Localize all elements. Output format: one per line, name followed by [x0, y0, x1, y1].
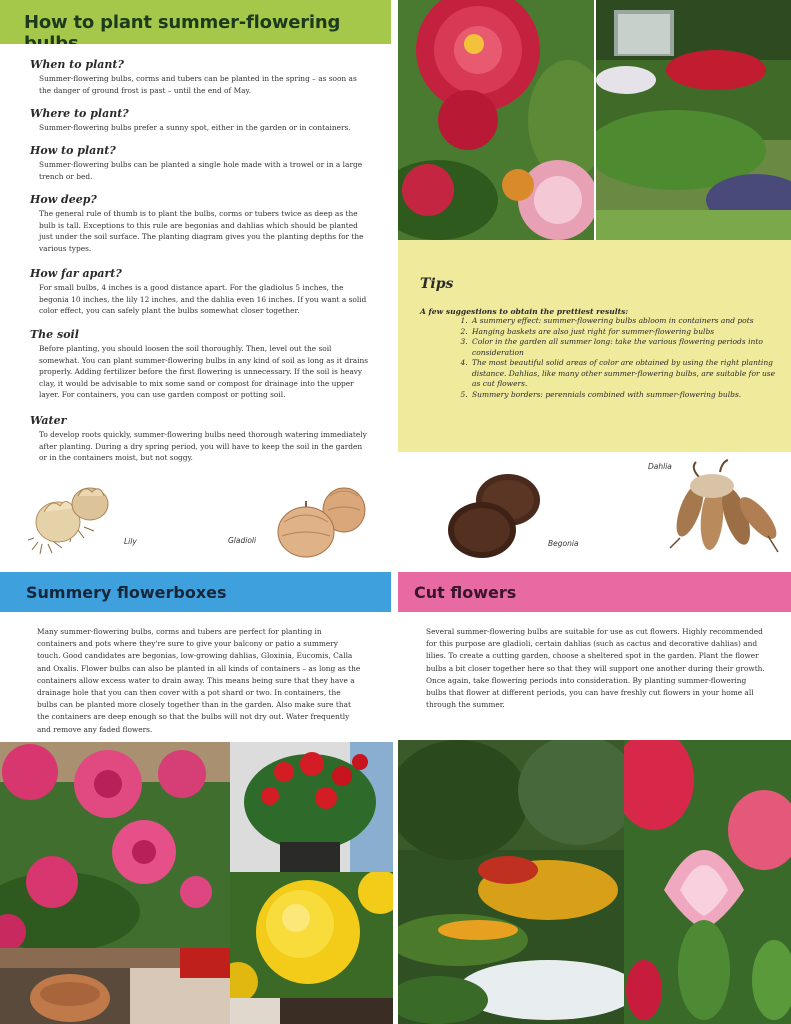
section-heading: The soil	[30, 328, 79, 341]
cut-flowers-title: Cut flowers	[414, 583, 517, 602]
flowerboxes-title: Summery flowerboxes	[26, 583, 227, 602]
begonia-label: Begonia	[548, 539, 579, 548]
terracotta-pots-photo	[0, 948, 230, 1024]
begonia-tuber-image	[446, 466, 542, 562]
lily-bulb-image	[28, 472, 128, 562]
section-text: For small bulbs, 4 inches is a good distance apart. For the gladiolus 5 inches, the begonia 10 inches, the lily 12 inches, and the dahlia even 16 inches. If you want a solid color effect, you can safely plant the bulbs somewhat closer together.	[39, 283, 367, 315]
flowerboxes-band	[0, 572, 391, 612]
section-when	[30, 58, 370, 96]
cut-flowers-text: Several summer-flowering bulbs are suitable for use as cut flowers. Highly recommended for this purpose are gladioli, certain dahlias (such as cactus and decorative dahlias) and lilies. To create a cutting garden, choose a sheltered spot in the garden. Plant the flower bulbs a bit closer together here so that they will support one another during their growth. Once again, take flowering periods into consideration. By planting summer-flowering bulbs that flower at different periods, you can have freshly cut flowers in your home all through the summer.	[426, 627, 765, 710]
garden-border-photo	[596, 0, 791, 240]
section-heading: How deep?	[30, 193, 97, 206]
section-text: Summer-flowering bulbs prefer a sunny spot, either in the garden or in containers.	[39, 123, 351, 132]
tips-intro: A few suggestions to obtain the prettiest results:	[420, 307, 629, 316]
cutting-garden-photo	[398, 740, 624, 1024]
tip-item: 5. Summery borders: perennials combined with summer-flowering bulbs.	[470, 390, 780, 401]
section-water	[30, 414, 370, 464]
flowerboxes-text: Many summer-flowering bulbs, corms and tubers are perfect for planting in containers and pots where they're sure to give your balcony or patio a summery touch. Good candidates are begonias, low-growing dahlias, Gloxinia, Eucomis, Calla and Oxalis. Flower bulbs can also be planted in all kinds of containers – as long as the containers allow excess water to drain away. This means being sure that they have a drainage hole that you can then cover with a pot shard or two. In containers, the bulbs can be planted more closely together than in the garden. Also make sure that the containers are deep enough so that the bulbs will not dry out. Water frequently and remove any faded flowers.	[37, 627, 361, 734]
tips-title: Tips	[420, 276, 454, 292]
tips-box	[398, 240, 791, 452]
dahlia-tuber-image	[660, 458, 788, 568]
section-heading: How to plant?	[30, 144, 116, 157]
section-text: Before planting, you should loosen the soil thoroughly. Then, level out the soil somewhat. You can plant summer-flowering bulbs in any kind of soil as long as it drains properly. Adding fertilizer before the first flowering is unnecessary. If the soil is heavy clay, it would be advisable to mix some sand or compost for drainage into the upper layer. For containers, you can use garden compost or potting soil.	[39, 344, 369, 399]
pink-dahlias-photo	[0, 742, 230, 948]
cut-flowers-band	[398, 572, 791, 612]
tips-list	[458, 316, 780, 400]
planting-header	[0, 0, 391, 44]
soil-photo	[230, 998, 393, 1024]
gladioli-corm-image	[272, 474, 368, 564]
section-soil	[30, 328, 370, 401]
section-heading: When to plant?	[30, 58, 124, 71]
section-heading: Water	[30, 414, 67, 427]
section-where	[30, 107, 370, 134]
dahlia-closeup-photo	[398, 0, 594, 240]
curcuma-flower-photo	[624, 740, 791, 1024]
red-begonia-pot-photo	[230, 742, 393, 872]
section-depth	[30, 193, 370, 254]
tubers-illustration	[398, 452, 791, 572]
gladioli-label: Gladioli	[228, 536, 257, 545]
tip-item: 2. Hanging baskets are also just right for summer-flowering bulbs	[470, 327, 780, 338]
page-title: How to plant summer-flowering	[24, 12, 341, 33]
tip-item: 1. A summery effect: summer-flowering bulbs abloom in containers and pots	[470, 316, 780, 327]
section-text: Summer-flowering bulbs can be planted a single hole made with a trowel or in a large trench or bed.	[39, 160, 363, 181]
tip-item: 3. Color in the garden all summer long: take the various flowering periods into consideration	[470, 337, 780, 358]
section-spacing	[30, 267, 370, 317]
section-heading: Where to plant?	[30, 107, 129, 120]
lily-label: Lily	[124, 537, 137, 546]
planting-guide	[0, 44, 391, 572]
section-text: The general rule of thumb is to plant the bulbs, corms or tubers twice as deep as the bulb is tall. Exceptions to this rule are begonias and dahlias which should be planted just under the soil surface. The planting diagram gives you the planting depths for the various types.	[39, 209, 364, 253]
section-text: Summer-flowering bulbs, corms and tubers can be planted in the spring – as soon as the danger of ground frost is past – until the end of May.	[39, 74, 357, 95]
dahlia-label: Dahlia	[648, 462, 672, 471]
section-text: To develop roots quickly, summer-flowering bulbs need thorough watering immediately after planting. During a dry spring period, you will have to keep the soil in the garden or in the containers moist, but not soggy.	[39, 430, 367, 462]
tip-item: 4. The most beautiful solid areas of color are obtained by using the right planting distance. Dahlias, like many other summer-flowering bulbs, are suitable for use as cut flowers.	[470, 358, 780, 390]
section-how	[30, 144, 370, 182]
section-heading: How far apart?	[30, 267, 122, 280]
yellow-begonia-photo	[230, 872, 393, 998]
